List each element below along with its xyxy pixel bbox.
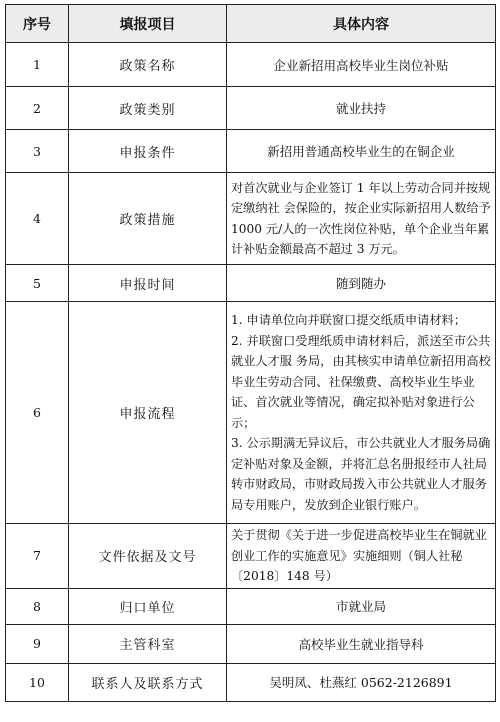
table-row	[6, 87, 496, 130]
row-number: 5	[6, 265, 69, 302]
row-number: 6	[6, 302, 69, 524]
row-content: 随到随办	[227, 265, 496, 302]
table-row	[6, 265, 496, 302]
row-content: 吴明凤、杜燕红 0562-2126891	[227, 663, 496, 701]
process-step-3: 3. 公示期满无异议后，市公共就业人才服务局确定补贴对象及金额，并将汇总名册报经市人社局转市财政局，市财政局拨入市公共就业人才服务局专用账户，发放到企业银行账户。	[231, 436, 491, 512]
table-header-row	[6, 5, 496, 43]
row-content: 高校毕业生就业指导科	[227, 624, 496, 663]
row-content	[227, 173, 496, 265]
row-number: 9	[6, 624, 69, 663]
table-row	[6, 624, 496, 663]
row-item: 政策名称	[69, 43, 227, 87]
row-number: 1	[6, 43, 69, 87]
table-row	[6, 43, 496, 87]
table-row	[6, 524, 496, 589]
row-number: 3	[6, 130, 69, 173]
table-row	[6, 663, 496, 701]
row-item: 联系人及联系方式	[69, 663, 227, 701]
row-content	[227, 524, 496, 589]
content-paragraph: 关于贯彻《关于进一步促进高校毕业生在铜就业创业工作的实施意见》实施细则（铜人社秘〔2018〕148 号）	[231, 528, 487, 583]
row-content: 就业扶持	[227, 87, 496, 130]
row-number: 4	[6, 173, 69, 265]
header-content: 具体内容	[227, 5, 496, 43]
row-item: 归口单位	[69, 588, 227, 624]
row-number: 8	[6, 588, 69, 624]
table-row	[6, 588, 496, 624]
policy-table	[5, 4, 496, 702]
row-item: 政策类别	[69, 87, 227, 130]
process-step-2: 2. 并联窗口受理纸质申请材料后，派送至市公共就业人才服 务局，由其核实申请单位新招用高校毕业生劳动合同、社保缴费、高校毕业生毕业证、首次就业等情况，确定拟补贴对象进行公示；	[231, 333, 491, 430]
header-num: 序号	[6, 5, 69, 43]
content-paragraph: 对首次就业与企业签订 1 年以上劳动合同并按规定缴纳社 会保险的，按企业实际新招用人数给予 1000 元/人的一次性岗位补贴，单个企业当年累计补贴金额最高不超过 3 万元。	[231, 180, 491, 256]
row-item: 申报条件	[69, 130, 227, 173]
row-content: 企业新招用高校毕业生岗位补贴	[227, 43, 496, 87]
row-item: 主管科室	[69, 624, 227, 663]
row-item: 文件依据及文号	[69, 524, 227, 589]
row-number: 2	[6, 87, 69, 130]
row-item: 申报流程	[69, 302, 227, 524]
row-item: 政策措施	[69, 173, 227, 265]
row-item: 申报时间	[69, 265, 227, 302]
table-row	[6, 130, 496, 173]
table-row	[6, 173, 496, 265]
process-step-1: 1. 申请单位向并联窗口提交纸质申请材料；	[231, 313, 466, 327]
row-number: 10	[6, 663, 69, 701]
row-content: 市就业局	[227, 588, 496, 624]
row-number: 7	[6, 524, 69, 589]
row-content	[227, 302, 496, 524]
header-item: 填报项目	[69, 5, 227, 43]
table-row	[6, 302, 496, 524]
row-content: 新招用普通高校毕业生的在铜企业	[227, 130, 496, 173]
